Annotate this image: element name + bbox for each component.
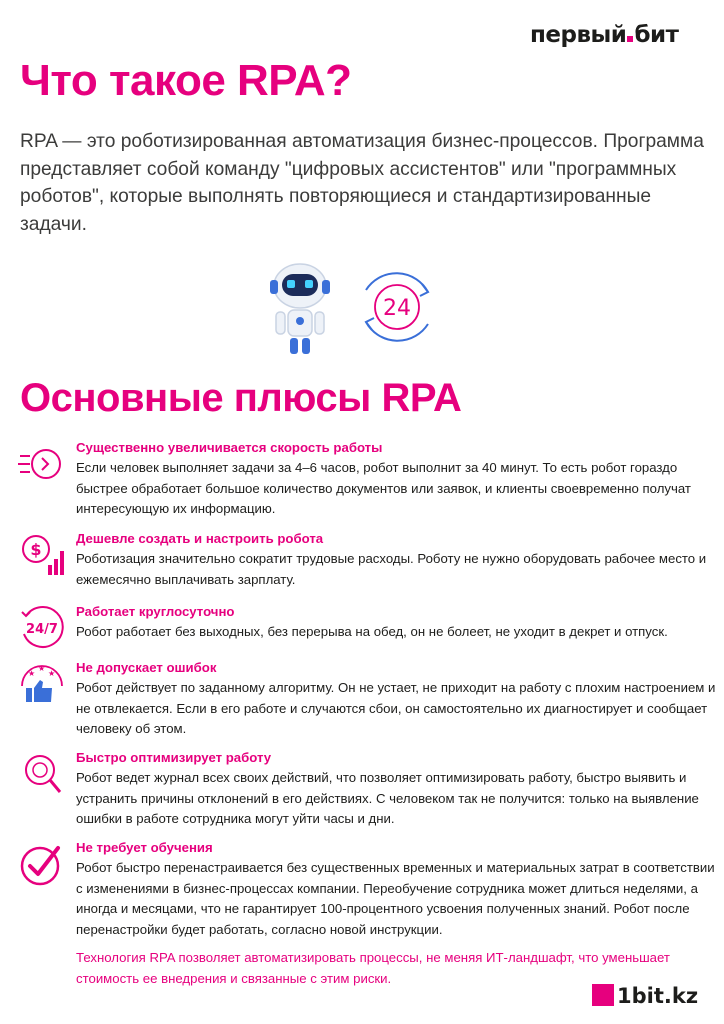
benefit-text: Роботизация значительно сократит трудовые расходы. Роботу не нужно оборудовать рабочее место и ежемесячно выплачивать зарплату. xyxy=(76,551,707,587)
money-growth-icon xyxy=(18,531,66,579)
site-logo-square xyxy=(592,984,614,1006)
svg-text:$: $ xyxy=(30,540,42,559)
thumbs-up-stars-icon xyxy=(18,660,66,708)
logo-dot xyxy=(627,36,633,42)
logo-text-right: бит xyxy=(634,22,679,48)
robot-illustration xyxy=(266,258,334,358)
benefit-title: Существенно увеличивается скорость работы xyxy=(76,440,383,455)
logo-text-left: первый xyxy=(530,22,627,48)
page-title: Что такое RPA? xyxy=(20,56,352,105)
footer-note: Технология RPA позволяет автоматизировать процессы, не меняя ИТ-ландшафт, что уменьшает стоимость ее внедрения и связанные с этим риски. xyxy=(76,950,670,986)
site-link[interactable] xyxy=(592,984,718,1012)
intro-paragraph: RPA — это роботизированная автоматизация бизнес-процессов. Программа представляет собой команду "цифровых ассистентов" или "программных роботов", которые выполнять повторяющиеся и стандартизированные задачи. xyxy=(20,131,704,235)
svg-text:★: ★ xyxy=(48,669,56,678)
benefit-text: Робот быстро перенастраивается без существенных временных и материальных затрат в соответствии с изменениями в бизнес-процессах компании. Переобучение сотрудника может длиться неделями, а иногда и месяцами, что не гарантирует 100-процентного усвоения полученных знаний. Робот после перенастройки будет работать, согласно новой инструкции. xyxy=(76,860,715,937)
benefit-title: Не допускает ошибок xyxy=(76,660,217,675)
benefit-title: Дешевле создать и настроить робота xyxy=(76,531,324,546)
benefit-title: Не требует обучения xyxy=(76,840,213,855)
benefit-text: Робот ведет журнал всех своих действий, что позволяет оптимизировать работу, быстро выявить и устранить причины отклонений в его действиях. С человеком так не получится: только на выявление ошибки в работе сотрудника могут уйти часы и дни. xyxy=(76,770,699,826)
svg-text:★: ★ xyxy=(38,664,46,673)
clock-24-7-icon xyxy=(18,604,66,652)
checkmark-icon xyxy=(18,840,66,888)
speed-icon xyxy=(18,440,66,488)
benefit-title: Работает круглосуточно xyxy=(76,604,235,619)
benefits-title: Основные плюсы RPA xyxy=(20,376,462,420)
clock-number: 24 xyxy=(383,296,411,321)
icon-label-24-7: 24/7 xyxy=(26,622,58,637)
benefit-title: Быстро оптимизирует работу xyxy=(76,750,272,765)
benefit-text: Робот работает без выходных, без перерыва на обед, он не болеет, не уходит в декрет и отпуск. xyxy=(76,624,668,639)
benefit-text: Робот действует по заданному алгоритму. Он не устает, не приходит на работу с плохим настроением и не отвлекается. Если в его работе и случаются сбои, он самостоятельно их диагностирует и сообщает человеку об этом. xyxy=(76,680,716,736)
site-name: 1bit.kz xyxy=(617,984,699,1008)
clock-24-illustration xyxy=(352,262,442,352)
svg-text:★: ★ xyxy=(28,669,36,678)
brand-logo xyxy=(530,22,710,54)
magnifier-analytics-icon xyxy=(18,750,66,798)
benefit-text: Если человек выполняет задачи за 4–6 часов, робот выполнит за 40 минут. То есть робот гораздо быстрее обработает большое количество документов или заявок, и клиенты своевременно получат интересующую их информацию. xyxy=(76,460,691,516)
